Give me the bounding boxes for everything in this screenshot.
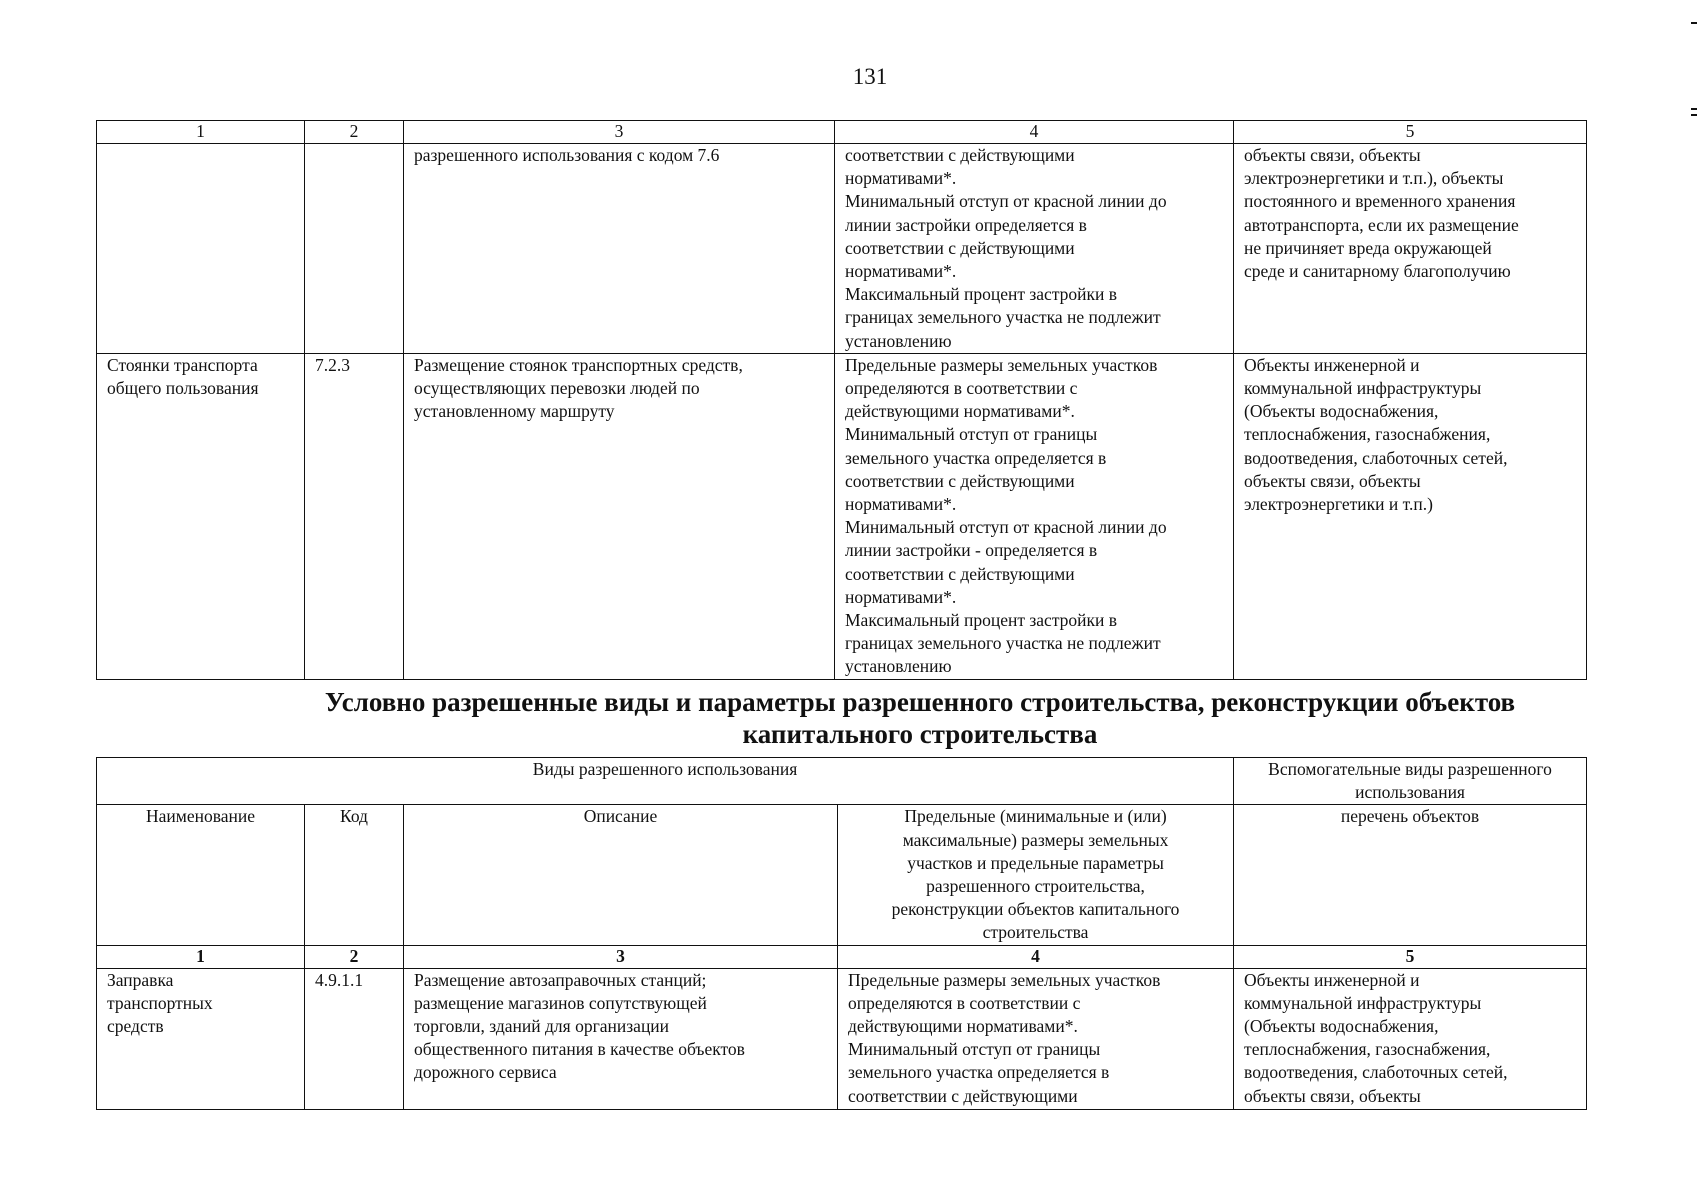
auxiliary-uses-cell: объекты связи, объекты электроэнергетики и т.п.), объекты постоянного и временного хранения автотранспорта, если их размещение не причиняет вреда окружающей среде и санитарному благополучию [1234, 144, 1587, 354]
column-number: 4 [838, 945, 1234, 968]
use-code-cell [305, 144, 404, 354]
column-number: 3 [404, 945, 838, 968]
column-header-row [97, 805, 1587, 945]
group-header-main: Виды разрешенного использования [97, 758, 1234, 805]
use-parameters-cell: Предельные размеры земельных участков определяются в соответствии с действующими нормативами*. Минимальный отступ от границы земельного участка определяется в соответствии с действующими [838, 968, 1234, 1109]
use-parameters-cell: соответствии с действующими нормативами*. Минимальный отступ от красной линии до линии застройки определяется в соответствии с действующими нормативами*. Максимальный процент застройки в границах земельного участка не подлежит установлению [835, 144, 1234, 354]
margin-mark [1691, 108, 1697, 110]
column-number: 2 [305, 121, 404, 144]
use-description-cell: Размещение автозаправочных станций; размещение магазинов сопутствующей торговли, зданий для организации общественного питания в качестве объектов дорожного сервиса [404, 968, 838, 1109]
column-number: 5 [1234, 945, 1587, 968]
column-number: 2 [305, 945, 404, 968]
use-code-cell: 7.2.3 [305, 353, 404, 679]
auxiliary-uses-cell: Объекты инженерной и коммунальной инфраструктуры (Объекты водоснабжения, теплоснабжения, газоснабжения, водоотведения, слаботочных сетей, объекты связи, объекты электроэнергетики и т.п.) [1234, 353, 1587, 679]
table-row [97, 144, 1587, 354]
header-auxiliary: перечень объектов [1234, 805, 1587, 945]
margin-mark [1691, 114, 1697, 116]
group-header-auxiliary: Вспомогательные виды разрешенного использования [1234, 758, 1587, 805]
group-header-row [97, 758, 1587, 805]
zoning-table-continued [96, 120, 1587, 680]
conditional-uses-table [96, 757, 1587, 1110]
use-name-cell: Стоянки транспорта общего пользования [97, 353, 305, 679]
header-parameters: Предельные (минимальные и (или) максимальные) размеры земельных участков и предельные параметры разрешенного строительства, реконструкции объектов капитального строительства [838, 805, 1234, 945]
column-number: 1 [97, 121, 305, 144]
section-title: Условно разрешенные виды и параметры разрешенного строительства, реконструкции объектов капитального строительства [324, 687, 1516, 749]
column-number: 5 [1234, 121, 1587, 144]
column-number: 3 [404, 121, 835, 144]
column-number: 4 [835, 121, 1234, 144]
margin-mark [1691, 22, 1697, 24]
column-number: 1 [97, 945, 305, 968]
use-name-cell: Заправка транспортных средств [97, 968, 305, 1109]
use-code-cell: 4.9.1.1 [305, 968, 404, 1109]
use-name-cell [97, 144, 305, 354]
use-parameters-cell: Предельные размеры земельных участков определяются в соответствии с действующими нормативами*. Минимальный отступ от границы земельного участка определяется в соответствии с действующими нормативами*. Минимальный отступ от красной линии до линии застройки - определяется в соответствии с действующими нормативами*. Максимальный процент застройки в границах земельного участка не подлежит установлению [835, 353, 1234, 679]
page-number: 131 [852, 64, 888, 89]
header-name: Наименование [97, 805, 305, 945]
use-description-cell: Размещение стоянок транспортных средств, осуществляющих перевозки людей по установленному маршруту [404, 353, 835, 679]
auxiliary-uses-cell: Объекты инженерной и коммунальной инфраструктуры (Объекты водоснабжения, теплоснабжения, газоснабжения, водоотведения, слаботочных сетей, объекты связи, объекты [1234, 968, 1587, 1109]
header-code: Код [305, 805, 404, 945]
column-number-row [97, 945, 1587, 968]
table-row [97, 968, 1587, 1109]
table-row [97, 353, 1587, 679]
header-description: Описание [404, 805, 838, 945]
column-number-row [97, 121, 1587, 144]
use-description-cell: разрешенного использования с кодом 7.6 [404, 144, 835, 354]
